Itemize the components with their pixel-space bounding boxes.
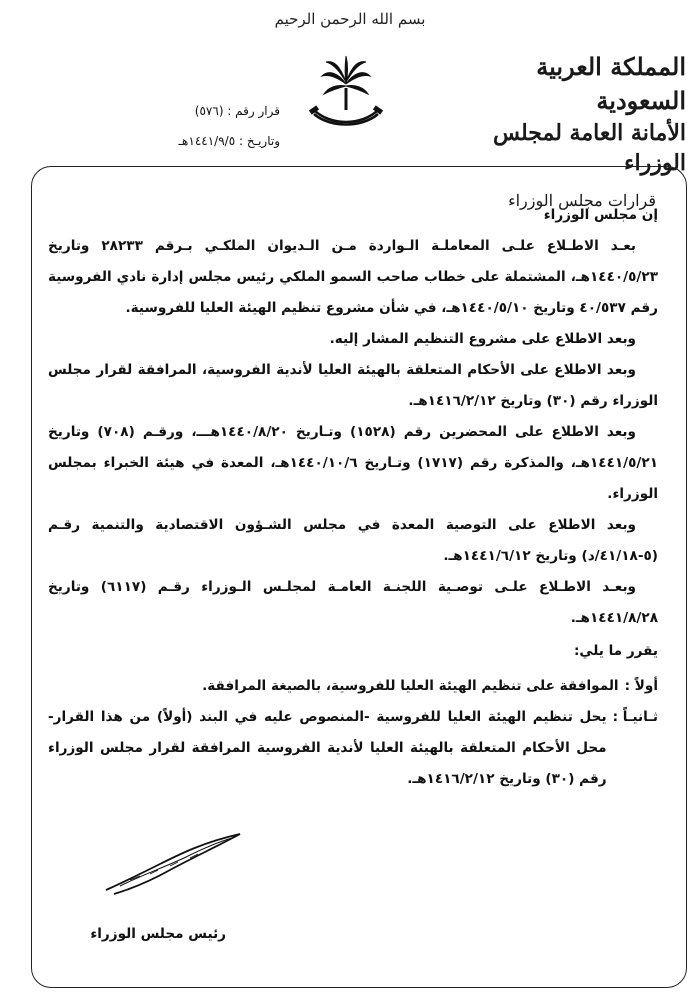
decision-body bbox=[48, 200, 658, 795]
clause-first-text: الموافقة على تنظيم الهيئة العليا للفروسية، بالصيغة المرافقة. bbox=[202, 678, 619, 694]
signatory-title: رئيس مجلس الوزراء bbox=[90, 926, 226, 942]
handwritten-signature bbox=[100, 828, 250, 898]
secretariat-title: الأمانة العامة لمجلس الوزراء bbox=[492, 120, 686, 176]
paragraph-economic-council: وبعد الاطلاع على التوصية المعدة في مجلس الشـؤون الاقتصادية والتنمية رقـم (٥-٤١/١٨/د) وتاريخ ١٤٤١/٦/١٢هـ. bbox=[48, 517, 658, 564]
clause-first bbox=[48, 671, 658, 702]
clause-second-text: يحل تنظيم الهيئة العليا للفروسية -المنصوص عليه في البند (أولاً) من هذا القرار- محل الأحكام المتعلقة بالهيئة العليا لأندية الفروسية المرافقة لقرار مجلس الوزراء رقم (٣٠) وتاريخ ١٤١٦/٢/١٢هـ. bbox=[48, 709, 607, 787]
palm-and-swords-emblem-icon bbox=[306, 54, 386, 134]
kingdom-title: المملكة العربية السعودية bbox=[536, 52, 686, 115]
basmala-calligraphy: بسم الله الرحمن الرحيم bbox=[274, 10, 426, 28]
paragraph-draft: وبعد الاطلاع على مشروع التنظيم المشار إليه. bbox=[329, 331, 636, 347]
paragraph-general-committee: وبعـد الاطـلاع علـى توصـية اللجنـة العامـة لمجلـس الـوزراء رقـم (٦١١٧) وتاريخ ١٤٤١/٨/٢٨هـ. bbox=[48, 579, 658, 626]
paragraph-minutes: وبعد الاطلاع على المحضرين رقم (١٥٢٨) وتـاريخ ١٤٤٠/٨/٢٠هـــ، ورقـم (٧٠٨) وتاريخ ١٤٤١/٥/٢١هـ، والمذكرة رقم (١٧١٧) وتـاريخ ١٤٤٠/١٠/٦هـ، المعدة في هيئة الخبراء بمجلس الوزراء. bbox=[48, 424, 658, 502]
clause-second bbox=[48, 702, 658, 795]
decision-date: وتاريـخ : ١٤٤١/٩/٥هـ bbox=[178, 134, 280, 148]
clause-first-number: أولاً : bbox=[624, 678, 658, 694]
opening-line: إن مجلس الوزراء bbox=[543, 207, 658, 223]
series-title: قرارات مجلس الوزراء bbox=[508, 191, 656, 210]
decision-number: قرار رقم : (٥٧٦) bbox=[194, 104, 280, 118]
clause-second-number: ثـانيـاً : bbox=[612, 709, 658, 725]
decision-info bbox=[110, 96, 280, 156]
paragraph-provisions: وبعد الاطلاع على الأحكام المتعلقة بالهيئة العليا لأندية الفروسية، المرافقة لقرار مجلس الوزراء رقم (٣٠) وتاريخ ١٤١٦/٢/١٢هـ. bbox=[48, 362, 658, 409]
decides-heading: يقرر ما يلي: bbox=[574, 643, 658, 659]
paragraph-royal-court: بعـد الاطـلاع علـى المعاملـة الـواردة مـن الـديوان الملكـي بـرقم ٢٨٢٣٣ وتاريخ ١٤٤٠/٥/٢٣هـ، المشتملة على خطاب صاحب السمو الملكي رئيس مجلس إدارة نادي الفروسية رقم ٤٠/٥٣٧ وتاريخ ١٤٤٠/٥/١٠هـ، في شأن مشروع تنظيم الهيئة العليا للفروسية. bbox=[48, 238, 658, 316]
